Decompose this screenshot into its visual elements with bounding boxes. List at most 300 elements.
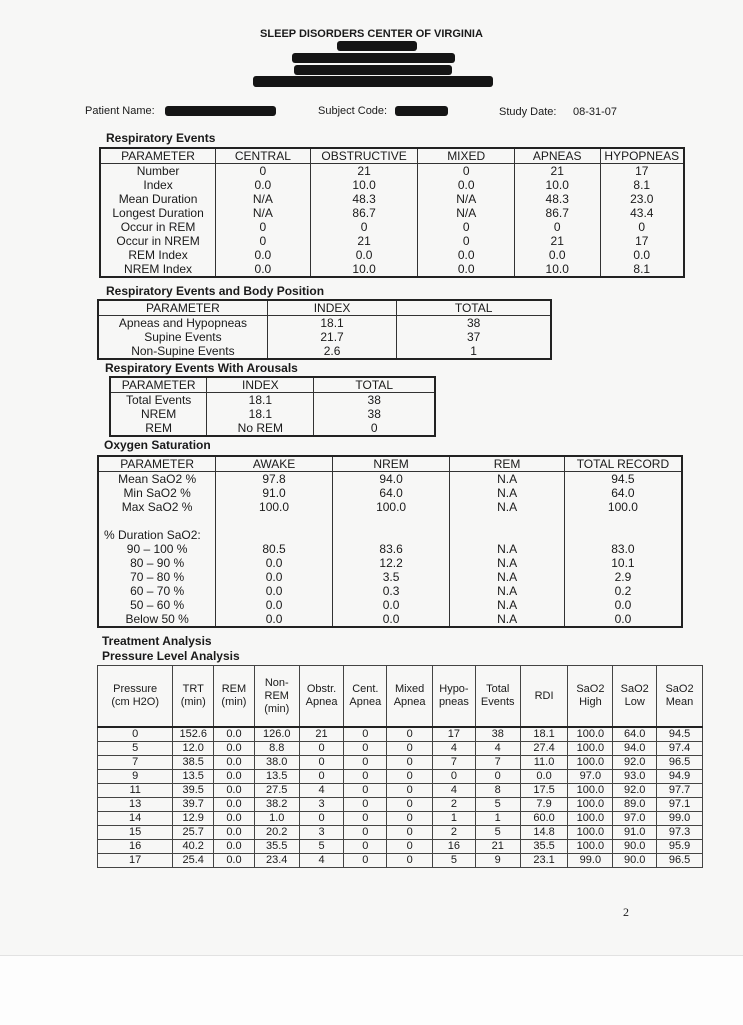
table-cell: 126.0	[254, 727, 299, 742]
patient-name-label: Patient Name:	[85, 105, 155, 117]
table-cell: 0.0	[214, 826, 255, 840]
section-title-respiratory-events: Respiratory Events	[106, 131, 216, 145]
table-cell: 7	[433, 756, 476, 770]
table-cell: 152.6	[173, 727, 214, 742]
table-cell: 97.7	[657, 784, 703, 798]
table-cell: 20.2	[254, 826, 299, 840]
table-cell: 86.7	[514, 206, 600, 220]
table-cell: 64.0	[332, 486, 450, 500]
table-cell: 0.0	[216, 262, 311, 277]
redacted-phone-line	[253, 76, 493, 87]
row-label: Max SaO2 %	[121, 500, 193, 514]
table-cell: 0	[387, 727, 433, 742]
table-cell: 8	[475, 784, 520, 798]
table-row	[98, 514, 682, 528]
row-label: 15	[98, 826, 173, 840]
column-header: Mixed Apnea	[387, 666, 433, 728]
study-date-value: 08-31-07	[573, 106, 618, 118]
table-cell: 64.0	[613, 727, 657, 742]
column-header: SaO2 Low	[613, 666, 657, 728]
column-header: PARAMETER	[98, 300, 267, 316]
table-cell: 0.0	[214, 854, 255, 868]
row-label: Non-Supine Events	[131, 344, 235, 358]
table-cell: 38	[397, 316, 551, 331]
row-label: 9	[98, 770, 173, 784]
table-cell: 5	[475, 826, 520, 840]
table-cell: 39.5	[173, 784, 214, 798]
table-cell: 10.0	[514, 178, 600, 192]
table-cell: 2	[433, 798, 476, 812]
table-cell: N.A	[450, 500, 565, 514]
table-cell: 94.0	[332, 472, 450, 487]
table-cell: 0	[344, 742, 387, 756]
table-cell: 0.0	[564, 612, 682, 627]
table-cell: N.A	[450, 472, 565, 487]
section-title-arousals: Respiratory Events With Arousals	[105, 361, 298, 375]
row-label: Mean SaO2 %	[118, 472, 197, 486]
table-cell: N.A	[450, 486, 565, 500]
table-cell	[450, 514, 565, 528]
row-label: 0	[98, 727, 173, 742]
section-title-treatment: Treatment Analysis	[102, 634, 212, 648]
table-cell: 97.1	[657, 798, 703, 812]
row-label: % Duration SaO2:	[104, 528, 201, 542]
table-cell: 4	[433, 784, 476, 798]
table-cell: 0.0	[332, 612, 450, 627]
table-row	[100, 248, 684, 262]
row-label: Supine Events	[144, 330, 222, 344]
table-cell: 100.0	[568, 727, 613, 742]
column-header: TRT (min)	[173, 666, 214, 728]
table-cell: 14.8	[520, 826, 568, 840]
table-cell: 0	[387, 742, 433, 756]
column-header: SaO2 Mean	[657, 666, 703, 728]
table-cell: 12.2	[332, 556, 450, 570]
table-cell: 23.0	[600, 192, 684, 206]
table-cell: 3	[299, 798, 344, 812]
table-cell: 38	[475, 727, 520, 742]
table-row	[98, 727, 703, 742]
table-cell: 89.0	[613, 798, 657, 812]
table-cell: 5	[475, 798, 520, 812]
table-cell: 16	[433, 840, 476, 854]
row-label: Number	[136, 164, 180, 178]
table-cell: N.A	[450, 584, 565, 598]
table-cell: 0	[514, 220, 600, 234]
table-cell: 18.1	[207, 407, 314, 421]
table-cell: 38.5	[173, 756, 214, 770]
table-cell: 5	[433, 854, 476, 868]
table-cell: 0	[344, 854, 387, 868]
redacted-city-line	[294, 65, 452, 75]
table-cell: 43.4	[600, 206, 684, 220]
table-cell: 0	[387, 826, 433, 840]
table-cell: 0.0	[564, 598, 682, 612]
table-cell: 18.1	[520, 727, 568, 742]
table-cell: 99.0	[568, 854, 613, 868]
table-cell: 0	[299, 770, 344, 784]
table-row	[100, 164, 684, 179]
table-cell: 97.0	[613, 812, 657, 826]
table-cell: 96.5	[657, 756, 703, 770]
table-cell: 0.0	[514, 248, 600, 262]
table-cell: 0	[344, 812, 387, 826]
table-cell: 0	[418, 164, 514, 179]
table-row	[98, 812, 703, 826]
table-row	[100, 192, 684, 206]
row-label: Total Events	[125, 393, 192, 407]
table-row	[98, 770, 703, 784]
table-cell: 94.5	[657, 727, 703, 742]
table-cell: 86.7	[310, 206, 418, 220]
table-cell: 21	[310, 164, 418, 179]
table-cell: 7	[475, 756, 520, 770]
column-header: TOTAL RECORD	[564, 456, 682, 472]
table-cell: 0	[387, 770, 433, 784]
table-cell	[332, 528, 450, 542]
table-cell: 0	[344, 840, 387, 854]
row-label: Occur in NREM	[116, 234, 200, 248]
table-cell: 17	[600, 234, 684, 248]
table-cell: N.A	[450, 556, 565, 570]
column-header: TOTAL	[314, 377, 435, 393]
table-row	[98, 500, 682, 514]
table-cell: 38.0	[254, 756, 299, 770]
table-cell: 10.0	[514, 262, 600, 277]
table-row	[98, 798, 703, 812]
table-cell: 35.5	[254, 840, 299, 854]
table-row	[98, 826, 703, 840]
row-label: Occur in REM	[120, 220, 196, 234]
table-cell: 100.0	[568, 826, 613, 840]
table-cell: 3	[299, 826, 344, 840]
table-row	[98, 854, 703, 868]
table-cell: 0.0	[418, 262, 514, 277]
table-cell: 37	[397, 330, 551, 344]
table-row	[98, 598, 682, 612]
table-cell: 93.0	[613, 770, 657, 784]
table-cell: 4	[299, 784, 344, 798]
page-number: 2	[623, 905, 629, 919]
study-date-label: Study Date:	[499, 106, 557, 118]
row-label: Longest Duration	[112, 206, 204, 220]
column-header: SaO2 High	[568, 666, 613, 728]
row-label: REM	[145, 421, 172, 435]
table-row	[98, 556, 682, 570]
row-label: 5	[98, 742, 173, 756]
table-cell	[450, 528, 565, 542]
header-row	[98, 456, 682, 472]
table-cell: 21.7	[267, 330, 396, 344]
table-cell: 60.0	[520, 812, 568, 826]
redacted-patient-name	[165, 106, 276, 116]
table-row	[110, 393, 435, 408]
column-header: RDI	[520, 666, 568, 728]
table-row	[98, 316, 551, 331]
row-label: 60 – 70 %	[130, 584, 185, 598]
table-cell: 13.5	[254, 770, 299, 784]
table-cell: 94.9	[657, 770, 703, 784]
table-cell: 0	[387, 812, 433, 826]
table-cell: 0	[418, 234, 514, 248]
row-label: 13	[98, 798, 173, 812]
row-label: 90 – 100 %	[126, 542, 188, 556]
table-cell: 0	[344, 826, 387, 840]
table-cell: 4	[475, 742, 520, 756]
row-label: NREM Index	[124, 262, 193, 276]
header-row	[98, 666, 703, 728]
table-cell: 0	[418, 220, 514, 234]
table-cell: 0.3	[332, 584, 450, 598]
section-title-oxygen: Oxygen Saturation	[104, 438, 211, 452]
table-cell: 9	[475, 854, 520, 868]
table-cell: 1	[433, 812, 476, 826]
table-row	[98, 472, 682, 487]
table-row	[100, 220, 684, 234]
table-cell: 97.8	[216, 472, 333, 487]
table-cell: 100.0	[568, 840, 613, 854]
table-cell: 0	[387, 840, 433, 854]
table-cell: 0.0	[216, 570, 333, 584]
table-cell: 0	[344, 756, 387, 770]
table-cell: 0	[387, 756, 433, 770]
table-cell	[564, 514, 682, 528]
pressure-level-table	[97, 665, 703, 868]
table-cell: 1.0	[254, 812, 299, 826]
table-cell: 38.2	[254, 798, 299, 812]
table-cell: 100.0	[564, 500, 682, 514]
table-cell: 0	[344, 770, 387, 784]
table-cell: 0	[387, 784, 433, 798]
table-cell: 38	[314, 407, 435, 421]
table-cell: 0.0	[600, 248, 684, 262]
table-cell: 99.0	[657, 812, 703, 826]
redacted-subject-code	[395, 106, 448, 116]
header-row	[98, 300, 551, 316]
table-cell: 97.4	[657, 742, 703, 756]
row-label: 70 – 80 %	[130, 570, 185, 584]
table-cell: 18.1	[267, 316, 396, 331]
table-cell: 7.9	[520, 798, 568, 812]
row-label: Index	[143, 178, 173, 192]
redacted-address-line	[292, 53, 455, 63]
table-cell: 21	[299, 727, 344, 742]
table-cell: 83.0	[564, 542, 682, 556]
table-cell: 100.0	[568, 798, 613, 812]
column-header: PARAMETER	[110, 377, 207, 393]
table-cell: 0.0	[216, 248, 311, 262]
table-cell: 0.0	[216, 584, 333, 598]
table-cell: 21	[514, 234, 600, 248]
column-header: INDEX	[207, 377, 314, 393]
row-label: 50 – 60 %	[130, 598, 185, 612]
table-cell: 10.0	[310, 262, 418, 277]
table-cell: 0	[310, 220, 418, 234]
table-cell: 92.0	[613, 756, 657, 770]
table-cell: N.A	[450, 570, 565, 584]
table-cell: N/A	[216, 192, 311, 206]
table-cell: 0.0	[214, 798, 255, 812]
table-cell: 8.1	[600, 262, 684, 277]
table-row	[98, 584, 682, 598]
scanner-background	[0, 955, 743, 1025]
table-cell: 0.0	[310, 248, 418, 262]
table-cell: 97.3	[657, 826, 703, 840]
table-cell: 17	[600, 164, 684, 179]
table-cell: 95.9	[657, 840, 703, 854]
column-header: Cent. Apnea	[344, 666, 387, 728]
table-cell: 5	[299, 840, 344, 854]
section-title-body-position: Respiratory Events and Body Position	[106, 284, 325, 298]
row-label: Apneas and Hypopneas	[118, 316, 247, 330]
table-row	[100, 178, 684, 192]
table-cell: 0.0	[216, 598, 333, 612]
table-row	[100, 206, 684, 220]
table-cell: 4	[433, 742, 476, 756]
table-cell: 80.5	[216, 542, 333, 556]
row-label: NREM	[140, 407, 177, 421]
table-cell: 0.0	[214, 840, 255, 854]
header-row	[100, 148, 684, 164]
table-cell: 40.2	[173, 840, 214, 854]
table-row	[100, 262, 684, 277]
table-cell	[216, 528, 333, 542]
column-header: APNEAS	[514, 148, 600, 164]
column-header: HYPOPNEAS	[600, 148, 684, 164]
table-row	[98, 756, 703, 770]
table-cell: 0.0	[216, 556, 333, 570]
table-cell: 0	[344, 727, 387, 742]
table-cell: 0.0	[214, 727, 255, 742]
table-cell: 0	[475, 770, 520, 784]
table-cell: 100.0	[332, 500, 450, 514]
table-cell: 3.5	[332, 570, 450, 584]
column-header: Total Events	[475, 666, 520, 728]
table-cell: 0	[344, 798, 387, 812]
row-label: Min SaO2 %	[123, 486, 191, 500]
table-cell: 21	[310, 234, 418, 248]
table-row	[100, 234, 684, 248]
table-cell: 0.0	[214, 784, 255, 798]
table-row	[110, 407, 435, 421]
table-cell: 91.0	[216, 486, 333, 500]
column-header: TOTAL	[397, 300, 551, 316]
table-cell: 91.0	[613, 826, 657, 840]
table-cell: 12.9	[173, 812, 214, 826]
table-cell: 64.0	[564, 486, 682, 500]
table-row	[98, 486, 682, 500]
table-cell: 83.6	[332, 542, 450, 556]
table-cell: 27.4	[520, 742, 568, 756]
row-label	[98, 514, 216, 528]
table-cell: 0	[344, 784, 387, 798]
table-cell: 0.0	[418, 178, 514, 192]
table-cell: N/A	[418, 192, 514, 206]
table-cell: 10.1	[564, 556, 682, 570]
table-row	[98, 612, 682, 627]
table-cell: 0.0	[214, 812, 255, 826]
table-cell: 100.0	[216, 500, 333, 514]
table-cell: 0	[299, 742, 344, 756]
column-header: NREM	[332, 456, 450, 472]
table-cell: 12.0	[173, 742, 214, 756]
column-header: Non- REM (min)	[254, 666, 299, 728]
table-row	[98, 528, 682, 542]
column-header: PARAMETER	[100, 148, 216, 164]
table-cell: 38	[314, 393, 435, 408]
table-cell: 0	[600, 220, 684, 234]
table-cell: 48.3	[514, 192, 600, 206]
table-cell: 0	[387, 854, 433, 868]
column-header: Obstr. Apnea	[299, 666, 344, 728]
column-header: REM (min)	[214, 666, 255, 728]
table-row	[110, 421, 435, 436]
table-cell: 0.0	[520, 770, 568, 784]
table-cell: 10.0	[310, 178, 418, 192]
column-header: Hypo- pneas	[433, 666, 476, 728]
column-header: Pressure (cm H2O)	[98, 666, 173, 728]
row-label: 14	[98, 812, 173, 826]
subject-code-label: Subject Code:	[318, 105, 388, 117]
table-cell: 0.2	[564, 584, 682, 598]
row-label: 7	[98, 756, 173, 770]
table-cell: 92.0	[613, 784, 657, 798]
table-cell	[332, 514, 450, 528]
table-cell: 100.0	[568, 742, 613, 756]
table-cell: 2.6	[267, 344, 396, 359]
table-cell: 96.5	[657, 854, 703, 868]
table-row	[98, 542, 682, 556]
center-title: SLEEP DISORDERS CENTER OF VIRGINIA	[260, 28, 483, 40]
column-header: AWAKE	[216, 456, 333, 472]
table-cell: 17.5	[520, 784, 568, 798]
table-cell: 0.0	[214, 756, 255, 770]
table-cell: 0	[216, 220, 311, 234]
table-cell: 23.4	[254, 854, 299, 868]
table-cell: 90.0	[613, 854, 657, 868]
table-cell: 0	[314, 421, 435, 436]
redacted-subtitle	[337, 41, 417, 51]
row-label: 11	[98, 784, 173, 798]
table-cell: 0	[387, 798, 433, 812]
table-cell: 23.1	[520, 854, 568, 868]
table-cell: 21	[514, 164, 600, 179]
table-cell: 0.0	[216, 612, 333, 627]
header-row	[110, 377, 435, 393]
row-label: Below 50 %	[125, 612, 189, 626]
table-cell: 13.5	[173, 770, 214, 784]
table-cell: 0	[433, 770, 476, 784]
table-cell: 1	[397, 344, 551, 359]
table-cell: 8.8	[254, 742, 299, 756]
table-cell: 97.0	[568, 770, 613, 784]
column-header: OBSTRUCTIVE	[310, 148, 418, 164]
table-cell: 48.3	[310, 192, 418, 206]
oxygen-saturation-table	[97, 455, 683, 628]
table-cell: 0	[216, 164, 311, 179]
arousals-table	[109, 376, 436, 437]
row-label: 17	[98, 854, 173, 868]
table-cell: 0.0	[216, 178, 311, 192]
row-label: Mean Duration	[118, 192, 198, 206]
table-cell: 17	[433, 727, 476, 742]
table-cell	[216, 514, 333, 528]
column-header: INDEX	[267, 300, 396, 316]
body-position-table	[97, 299, 552, 360]
column-header: MIXED	[418, 148, 514, 164]
table-cell: 100.0	[568, 756, 613, 770]
table-cell: 0.0	[418, 248, 514, 262]
